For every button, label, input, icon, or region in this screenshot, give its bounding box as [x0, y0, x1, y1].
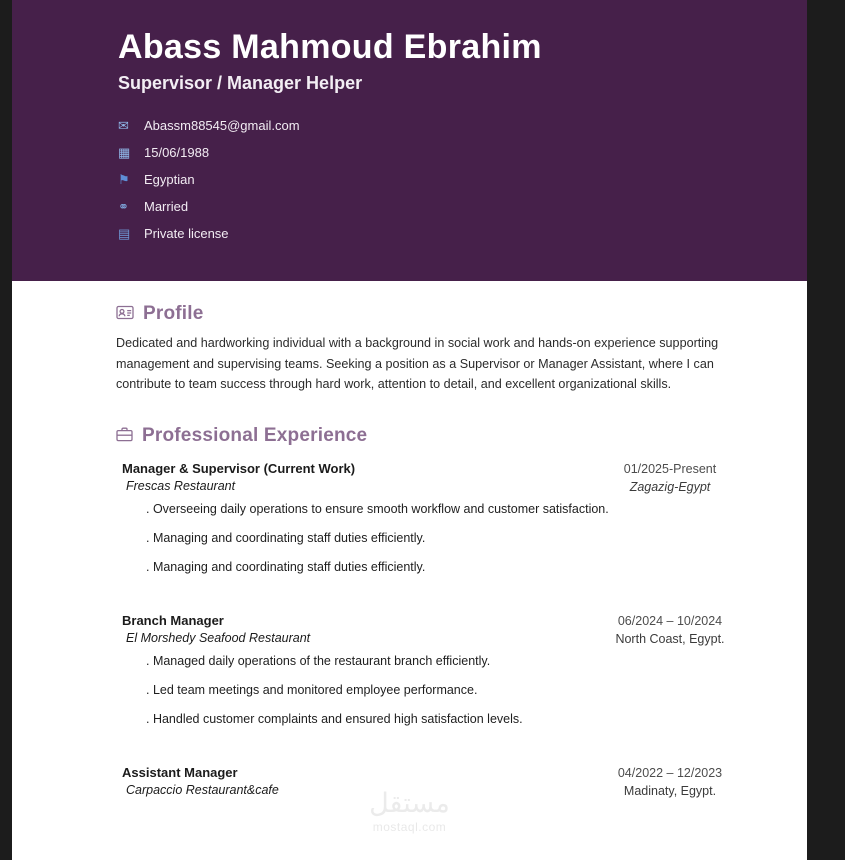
- job-date: 01/2025-Present: [623, 461, 717, 476]
- job-location: Madinaty, Egypt.: [623, 783, 717, 798]
- experience-item: [116, 613, 745, 727]
- briefcase-icon: [116, 427, 133, 445]
- contact-row: [118, 220, 807, 247]
- contact-license: Private license: [144, 226, 229, 241]
- experience-title: Professional Experience: [142, 424, 368, 446]
- contact-list: [118, 112, 807, 247]
- candidate-name: Abass Mahmoud Ebrahim: [118, 28, 542, 66]
- calendar-icon: ▦: [118, 144, 131, 160]
- contact-row: [118, 139, 807, 166]
- job-location: Zagazig-Egypt: [629, 479, 711, 494]
- experience-item: [116, 461, 745, 575]
- job-title: Manager & Supervisor (Current Work): [122, 460, 356, 476]
- job-company: El Morshedy Seafood Restaurant: [126, 630, 311, 645]
- id-card-icon: ▤: [118, 225, 131, 241]
- resume-body: [12, 281, 807, 798]
- contact-row: [118, 193, 807, 220]
- resume-page: [12, 0, 807, 860]
- watermark-latin: mostaql.com: [372, 820, 447, 834]
- job-bullets: [116, 502, 745, 575]
- flag-icon: ⚑: [118, 171, 130, 187]
- job-location: North Coast, Egypt.: [615, 631, 725, 646]
- contact-marital-status: Married: [144, 199, 189, 214]
- job-company: Carpaccio Restaurant&cafe: [126, 782, 279, 797]
- job-date: 06/2024 – 10/2024: [617, 613, 723, 628]
- contact-row: [118, 166, 807, 193]
- job-bullet: . Managing and coordinating staff duties efficiently.: [146, 559, 426, 574]
- contact-nationality: Egyptian: [144, 172, 195, 187]
- watermark-arabic: مستقل: [369, 788, 450, 818]
- resume-header: [12, 0, 807, 281]
- job-bullet: . Handled customer complaints and ensured high satisfaction levels.: [146, 711, 523, 726]
- profile-text: Dedicated and hardworking individual with a background in social work and hands-on experience supporting management and supervising teams. Seeking a position as a Supervisor or Manager Assistant, where I can contribute to team success through hard work, attention to detail, and excellent organizational skills.: [116, 336, 719, 391]
- job-company: Frescas Restaurant: [126, 478, 236, 493]
- profile-section-header: [116, 303, 745, 325]
- experience-item: [116, 765, 745, 798]
- job-title: Branch Manager: [122, 612, 224, 628]
- job-bullet: . Managed daily operations of the restaurant branch efficiently.: [146, 653, 491, 668]
- job-bullet: . Managing and coordinating staff duties efficiently.: [146, 530, 426, 545]
- rings-icon: ⚭: [118, 198, 129, 214]
- contact-row: [118, 112, 807, 139]
- candidate-subtitle: Supervisor / Manager Helper: [118, 73, 363, 93]
- job-bullet: . Overseeing daily operations to ensure smooth workflow and customer satisfaction.: [146, 501, 609, 516]
- job-title: Assistant Manager: [122, 764, 238, 780]
- job-date: 04/2022 – 12/2023: [617, 765, 723, 780]
- job-bullet: . Led team meetings and monitored employee performance.: [146, 682, 478, 697]
- profile-title: Profile: [143, 303, 204, 324]
- id-badge-icon: [116, 305, 134, 323]
- job-bullets: [116, 654, 745, 727]
- experience-section-header: [116, 425, 745, 447]
- email-icon: ✉: [118, 117, 129, 133]
- contact-email: Abassm88545@gmail.com: [144, 118, 300, 133]
- contact-birthdate: 15/06/1988: [144, 145, 210, 160]
